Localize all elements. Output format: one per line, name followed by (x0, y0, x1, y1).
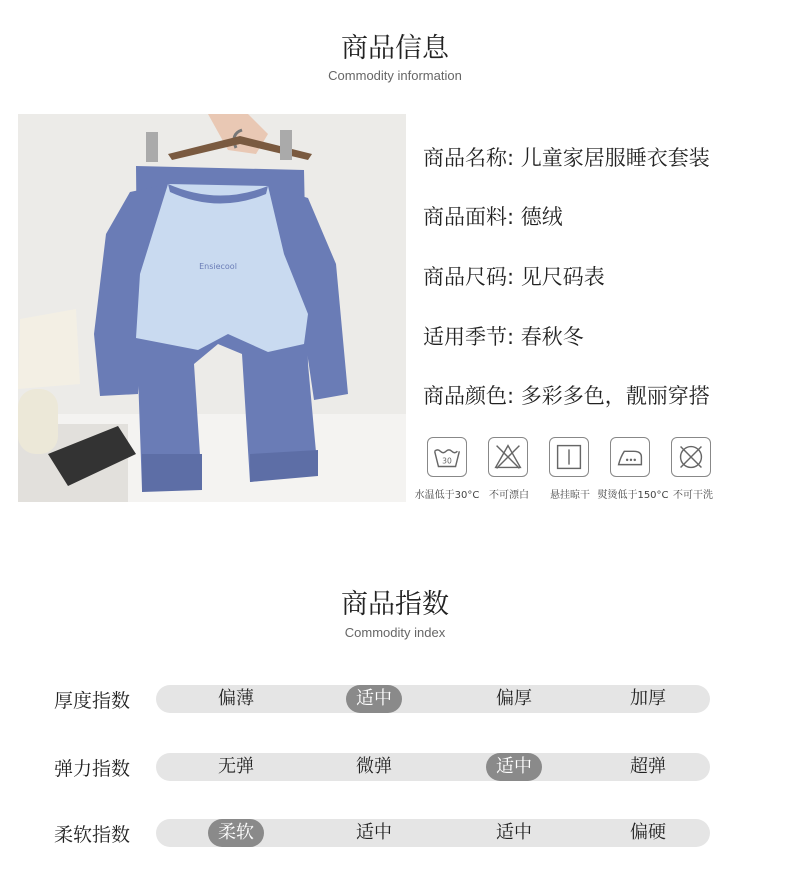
care-label-wash: 水温低于30°C (414, 490, 480, 501)
no-bleach-icon (488, 437, 528, 477)
index-label: 厚度指数 (54, 690, 131, 712)
iron-150-icon (610, 437, 650, 477)
index-track (156, 753, 710, 781)
lamp-shade (18, 309, 80, 389)
index-option-selected: 适中 (486, 753, 542, 781)
info-subtitle: Commodity information (328, 68, 462, 83)
index-option: 偏薄 (218, 688, 254, 709)
spec-season: 适用季节: 春秋冬 (423, 325, 584, 349)
wash-30-icon (427, 437, 467, 477)
lamp-base (18, 389, 58, 454)
index-option-selected: 柔软 (208, 819, 264, 847)
index-track (156, 819, 710, 847)
index-label: 柔软指数 (54, 824, 131, 846)
no-dry-clean-icon (671, 437, 711, 477)
care-label-dry-clean: 不可干洗 (673, 490, 713, 501)
index-option: 适中 (356, 822, 392, 843)
index-subtitle: Commodity index (344, 625, 446, 640)
product-photo (18, 114, 406, 502)
care-label-bleach: 不可漂白 (489, 490, 529, 501)
index-track (156, 685, 710, 713)
care-label-dry: 悬挂晾干 (550, 490, 590, 501)
index-option-selected: 适中 (346, 685, 402, 713)
svg-text:30: 30 (442, 456, 452, 466)
index-option: 无弹 (218, 756, 254, 777)
info-title: 商品信息 (341, 33, 449, 64)
care-label-iron: 熨烫低于150°C (597, 490, 669, 501)
spec-name: 商品名称: 儿童家居服睡衣套装 (423, 146, 710, 170)
brand-logo-text: Ensiecool (199, 262, 237, 271)
index-label: 弹力指数 (54, 758, 131, 780)
spec-fabric: 商品面料: 德绒 (423, 205, 563, 229)
index-option: 加厚 (630, 688, 666, 709)
index-title: 商品指数 (341, 589, 449, 620)
index-option: 偏硬 (630, 822, 666, 843)
index-option: 适中 (496, 822, 532, 843)
index-option: 超弹 (630, 756, 666, 777)
spec-size: 商品尺码: 见尺码表 (423, 265, 605, 289)
index-option: 偏厚 (496, 688, 532, 709)
spec-color: 商品颜色: 多彩多色，靓丽穿搭 (423, 384, 710, 408)
hang-dry-icon (549, 437, 589, 477)
index-option: 微弹 (356, 756, 392, 777)
